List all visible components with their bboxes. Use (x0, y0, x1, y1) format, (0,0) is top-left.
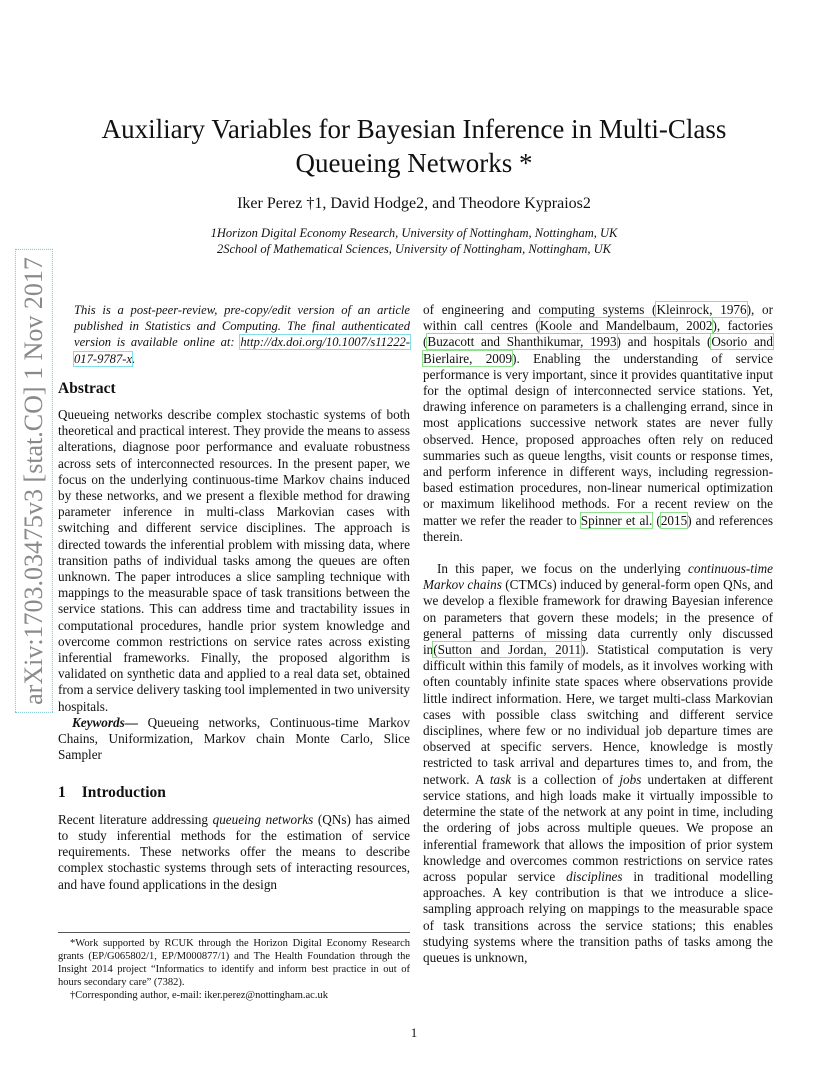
emphasis: jobs (619, 771, 642, 787)
citation-kleinrock[interactable]: Kleinrock, 1976 (656, 302, 747, 317)
text-span: in traditional modelling approaches. A key contribution is that we introduce a slice-sampling approach relying on mappings to the measurable space of task transitions across the service stations; this enables studying systems where the transition paths of tasks among the queues is unknown, (423, 868, 773, 965)
citation-osorio[interactable]: Osorio and Bierlaire, 2009 (423, 334, 773, 366)
footnote-funding: *Work supported by RCUK through the Horizon Digital Economy Research grants (EP/G065802/1, EP/M000877/1) and The Health Foundation through the Insight 2014 project “Informatics to identify and inform best practice in out of hours secondary care” (7382). (58, 938, 410, 988)
title-line-1: Auxiliary Variables for Bayesian Inference in Multi-Class (101, 114, 727, 144)
text-span: is a collection of (511, 771, 620, 787)
emphasis: continuous-time Markov chains (423, 561, 773, 593)
keywords-label: Keywords— (72, 714, 138, 730)
affiliation-2: 2School of Mathematical Sciences, University of Nottingham, Nottingham, UK (216, 242, 612, 256)
text-span: ) and references therein. (423, 512, 773, 544)
section-heading-introduction (58, 785, 410, 801)
right-paragraph-2 (423, 561, 773, 966)
paper-title (60, 112, 768, 180)
section-number: 1 (58, 784, 66, 802)
text-span: undertaken at different service stations, and high loads make it virtually impossible to determine the state of the network at any point in time, including the ordering of jobs across multiple queues. We propose an inferential framework that allows the imposition of prior system knowledge and overcomes common restrictions on service rates across popular service (423, 771, 774, 884)
text-span: ). Enabling the understanding of service performance is very important, since it provides quantitative input for the optimal design of interconnected service stations. Yet, drawing inference on parameters is a challenging errand, since in most applications successive network states are never fully observed. Hence, proposed approaches often rely on reduced summaries such as queue lengths, visit counts or response times, and perform inference in different ways, including regression-based estimation procedures, non-linear numerical optimization or maximum likelihood methods. For a recent review on the matter we refer the reader to (423, 350, 773, 528)
text-span: ), factories ( (423, 318, 773, 350)
doi-link[interactable]: http://dx.doi.org/10.1007/s11222-017-9787-x (74, 335, 410, 366)
abstract-body: Queueing networks describe complex stochastic systems of both theoretical and practical interest. They provide the means to assess alterations, diagnose poor performance and evaluate robustness across sets of interconnected resources. In the present paper, we focus on the underlying continuous-time Markov chains induced by these networks, and we present a flexible method for drawing parameter inference in multi-class Markovian cases with switching and different service disciplines. The approach is directed towards the inferential problem with missing data, where transition paths of individual tasks among the queues are often unknown. The paper introduces a slice sampling technique with mappings to the measurable space of task transitions between the service stations. This can address time and tractability issues in computational procedures, handle prior system knowledge and overcome common restrictions on service rates across existing inferential frameworks. Finally, the proposed algorithm is validated on synthetic data and applied to a real data set, obtained from a service delivery tasking tool implemented in two university hospitals. (58, 407, 410, 714)
text-span: ), or within call centres ( (423, 302, 774, 334)
citation-buzacott[interactable]: Buzacott and Shanthikumar, 1993 (427, 334, 617, 350)
text-span: ) and hospitals ( (616, 334, 712, 350)
footnote-corresponding: †Corresponding author, e-mail: iker.perez@nottingham.ac.uk (70, 990, 328, 1001)
intro-text-b: (QNs) has aimed to study inferential methods for the estimation of service requirements. These networks offer the means to describe complex stochastic systems through sets of interacting resources, and have found applications in the design (58, 811, 410, 892)
text-span: (CTMCs) induced by general-form open QNs, and we develop a flexible framework for drawing Bayesian inference on parameters that govern these models; in the presence of general patterns of missing data currently only discussed in (423, 577, 774, 658)
text-span: In this paper, we focus on the underlying (437, 561, 689, 577)
arxiv-sidebar (6, 258, 62, 704)
intro-text-a: Recent literature addressing (58, 811, 213, 827)
emphasis: disciplines (566, 868, 623, 884)
section-title: Introduction (81, 784, 166, 802)
emphasis: task (489, 771, 512, 787)
keywords-line (58, 715, 410, 764)
arxiv-identifier[interactable]: arXiv:1703.03475v3 [stat.CO] 1 Nov 2017 (19, 253, 49, 709)
right-column (423, 302, 773, 966)
affiliations (60, 225, 768, 257)
intro-emphasis: queueing networks (212, 811, 314, 827)
citation-spinner-year[interactable]: 2015 (660, 512, 688, 528)
keywords-list: Queueing networks, Continuous-time Markov Chains, Uniformization, Markov chain Monte Carlo, Slice Sampler (58, 714, 410, 763)
citation-sutton[interactable]: (Sutton and Jordan, 2011 (433, 642, 582, 658)
author-list: Iker Perez †1, David Hodge2, and Theodore Kypraios2 (237, 195, 591, 212)
intro-paragraph (58, 812, 410, 893)
text-span: ( (652, 512, 661, 528)
footnotes (58, 932, 410, 1002)
publication-note: This is a post-peer-review, pre-copy/edit version of an article published in Statistics and Computing. The final authenticated version is available online at: http://dx.doi.org/10.1007/s11222-017-9787-x. (74, 303, 410, 366)
left-column (58, 302, 410, 893)
page-number: 1 (410, 1025, 418, 1040)
publication-note-text: This is a post-peer-review, pre-copy/edit version of an article published in Statistics and Computing. The final authenticated version is available online at: (74, 303, 410, 350)
right-paragraph-1 (423, 302, 773, 545)
citation-koole[interactable]: Koole and Mandelbaum, 2002 (539, 318, 713, 334)
abstract-heading: Abstract (58, 379, 116, 397)
affiliation-1: 1Horizon Digital Economy Research, University of Nottingham, Nottingham, UK (210, 226, 618, 240)
text-span: ). Statistical computation is very difficult within this family of models, as it involves working with often countably infinite state spaces where observations provide little indirect information. Here, we target multi-class Markovian cases with possible class switching and different service disciplines, where few or no individual job departure times are observed at specific servers. Hence, knowledge is mostly restricted to task arrival and departures times to, and from, the network. A (423, 642, 774, 787)
title-line-2: Queueing Networks * (295, 148, 533, 178)
text-span: of engineering and computing systems ( (423, 302, 657, 317)
citation-spinner[interactable]: Spinner et al. (580, 512, 653, 528)
